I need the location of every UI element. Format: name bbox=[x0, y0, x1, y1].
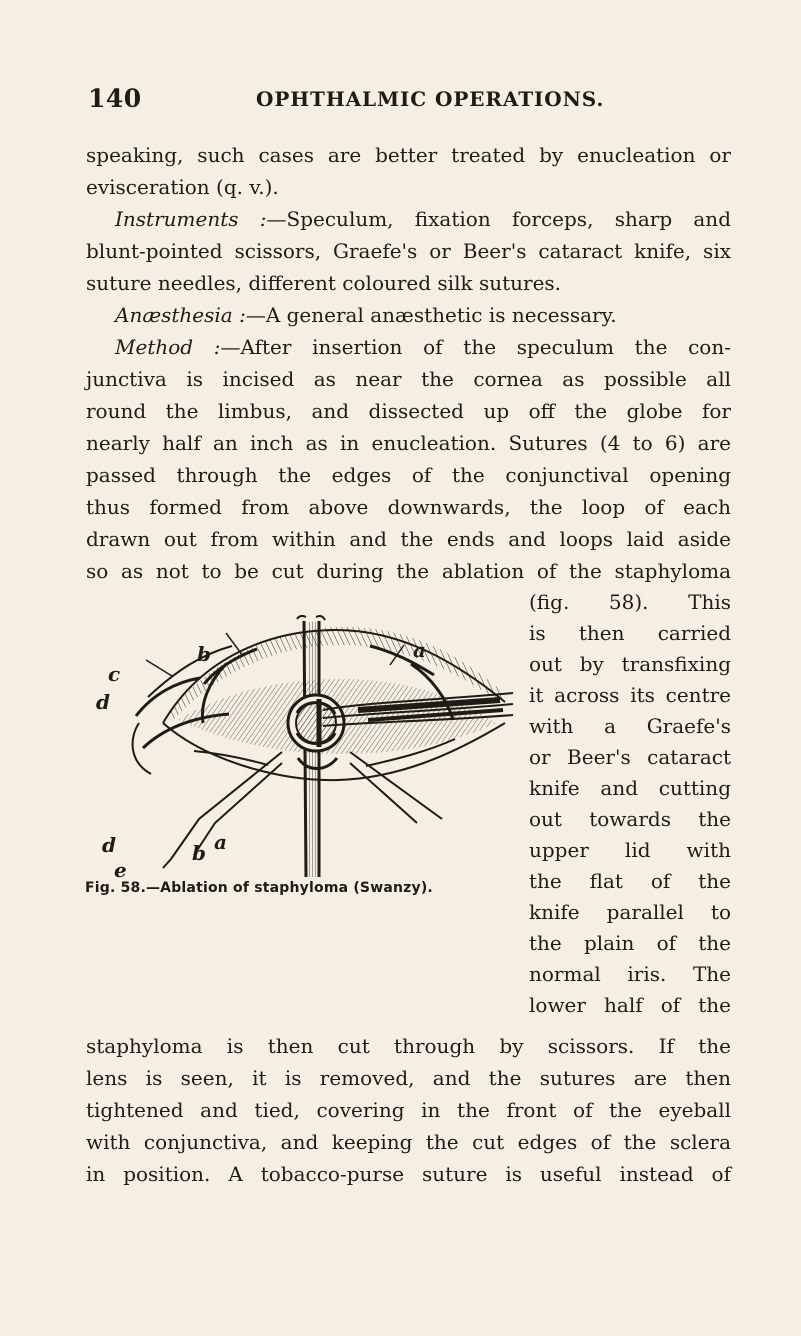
figure-label-bottom-a: a bbox=[214, 830, 227, 854]
anaesthesia-line bbox=[115, 299, 731, 331]
method-line-4: nearly half an inch as in enucleation. Sutures (4 to 6) are bbox=[86, 431, 731, 455]
instruments-label: Instruments : bbox=[115, 207, 267, 231]
wrap-line-2: is then carried bbox=[529, 621, 731, 645]
wrap-line-14: lower half of the bbox=[529, 993, 731, 1017]
instruments-line-1 bbox=[115, 203, 731, 235]
instruments-text: —Speculum, fixation forceps, sharp and bbox=[266, 207, 731, 231]
figure-label-left-d: d bbox=[96, 690, 110, 714]
text-line-2: evisceration (q. v.). bbox=[86, 175, 279, 199]
wrap-line-11: knife parallel to bbox=[529, 900, 731, 924]
instruments-line-2: blunt-pointed scissors, Graefe's or Beer's cataract knife, six bbox=[86, 239, 731, 263]
method-text: —After insertion of the speculum the con- bbox=[220, 335, 731, 359]
wrap-line-7: knife and cutting bbox=[529, 776, 731, 800]
wrap-line-10: the flat of the bbox=[529, 869, 731, 893]
method-label: Method : bbox=[115, 335, 221, 359]
wrap-line-8: out towards the bbox=[529, 807, 731, 831]
after-figure-line-3: tightened and tied, covering in the front of the eyeball bbox=[86, 1098, 731, 1122]
after-figure-line-1: staphyloma is then cut through by scissors. If the bbox=[86, 1034, 731, 1058]
figure-label-top-b: b bbox=[197, 642, 211, 666]
figure-caption: Fig. 58.—Ablation of staphyloma (Swanzy). bbox=[85, 880, 433, 896]
method-line-1 bbox=[115, 331, 731, 363]
wrap-line-12: the plain of the bbox=[529, 931, 731, 955]
wrap-line-1: (fig. 58). This bbox=[529, 590, 731, 614]
wrap-line-9: upper lid with bbox=[529, 838, 731, 862]
method-line-6: thus formed from above downwards, the loop of each bbox=[86, 495, 731, 519]
figure-label-bottom-b: b bbox=[192, 841, 206, 865]
instruments-line-3: suture needles, different coloured silk sutures. bbox=[86, 271, 562, 295]
wrap-line-13: normal iris. The bbox=[529, 962, 731, 986]
text-line-1: speaking, such cases are better treated by enucleation or bbox=[86, 143, 731, 167]
figure-label-top-a: a bbox=[413, 638, 426, 662]
method-line-3: round the limbus, and dissected up off the globe for bbox=[86, 399, 731, 423]
after-figure-line-2: lens is seen, it is removed, and the sutures are then bbox=[86, 1066, 731, 1090]
after-figure-line-4: with conjunctiva, and keeping the cut edges of the sclera bbox=[86, 1130, 731, 1154]
method-line-7: drawn out from within and the ends and loops laid aside bbox=[86, 527, 731, 551]
anaesthesia-label: Anæsthesia : bbox=[115, 303, 246, 327]
figure-label-left-c: c bbox=[108, 662, 121, 686]
method-line-5: passed through the edges of the conjunctival opening bbox=[86, 463, 731, 487]
wrap-line-6: or Beer's cataract bbox=[529, 745, 731, 769]
wrap-line-4: it across its centre bbox=[529, 683, 731, 707]
method-line-8: so as not to be cut during the ablation of the staphyloma bbox=[86, 559, 731, 583]
method-line-2: junctiva is incised as near the cornea as possible all bbox=[86, 367, 731, 391]
page-header bbox=[88, 84, 728, 120]
wrap-line-5: with a Graefe's bbox=[529, 714, 731, 738]
figure-label-lower-d: d bbox=[102, 833, 116, 857]
wrap-line-3: out by transfixing bbox=[529, 652, 731, 676]
after-figure-line-5: in position. A tobacco-purse suture is useful instead of bbox=[86, 1162, 731, 1186]
staphyloma-illustration bbox=[108, 612, 522, 882]
figure-label-lower-e: e bbox=[114, 858, 127, 882]
running-head: OPHTHALMIC OPERATIONS. bbox=[256, 87, 605, 111]
figure-58 bbox=[96, 612, 522, 882]
page-number: 140 bbox=[88, 84, 142, 113]
anaesthesia-text: —A general anæsthetic is necessary. bbox=[245, 303, 617, 327]
